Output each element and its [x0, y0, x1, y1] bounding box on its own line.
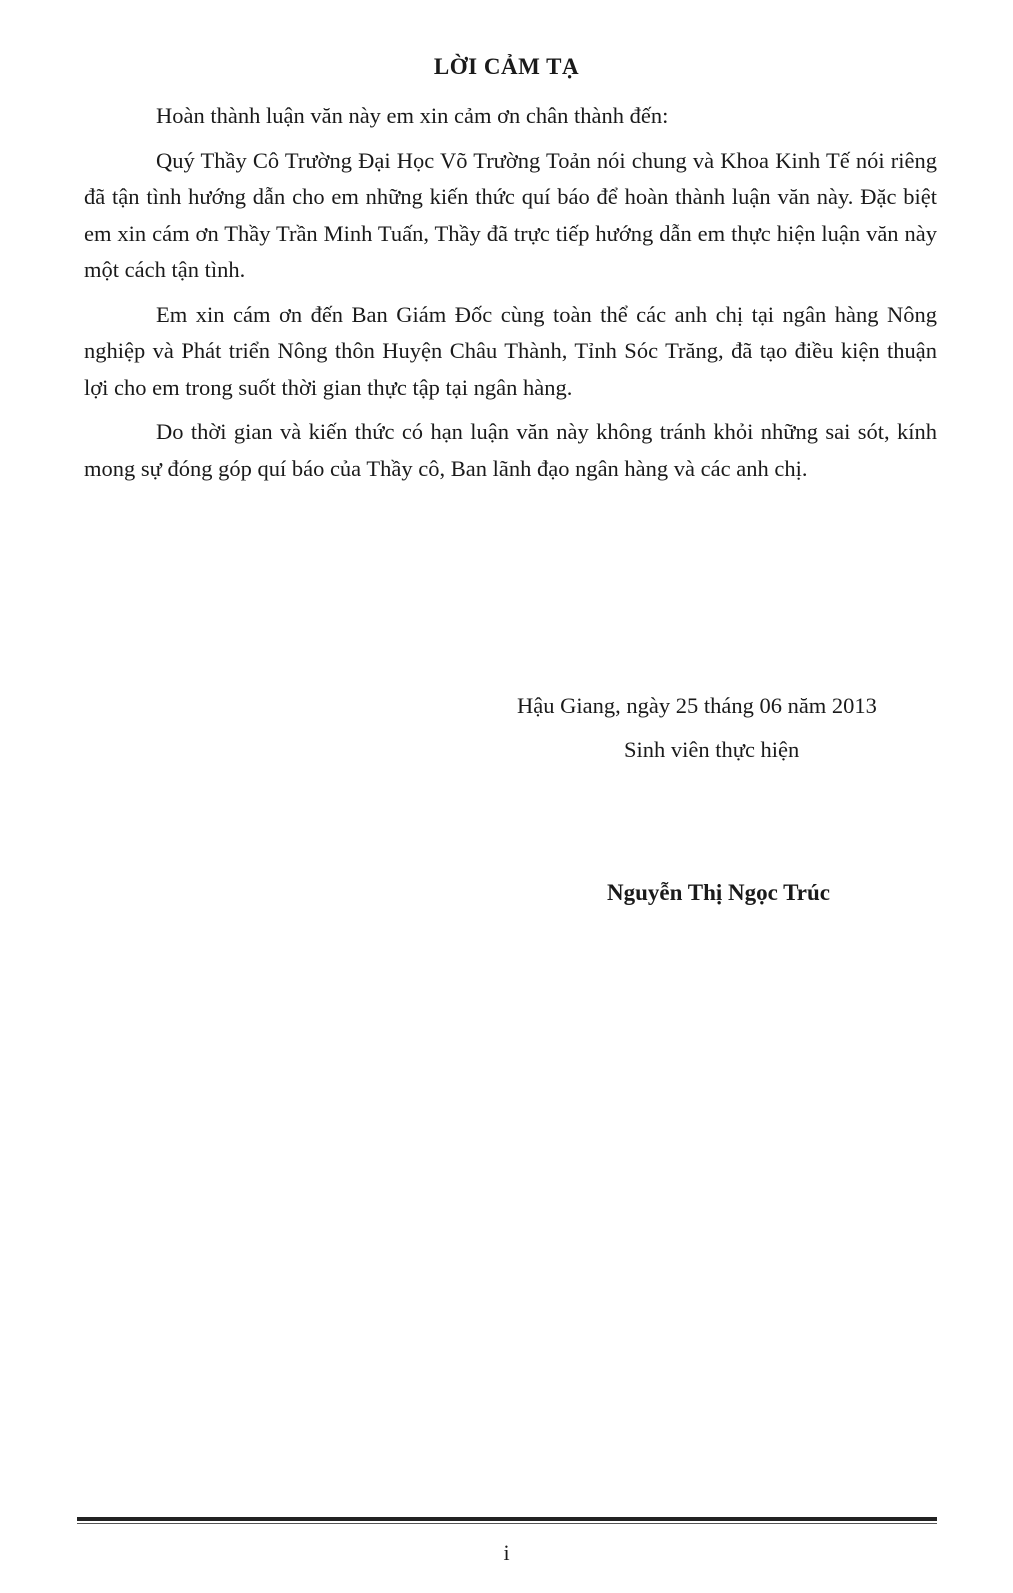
- signer-role: Sinh viên thực hiện: [624, 737, 800, 762]
- paragraph-intro: Hoàn thành luận văn này em xin cảm ơn chân thành đến:: [156, 103, 669, 128]
- page-title: LỜI CẢM TẠ: [433, 54, 580, 79]
- footer-rule: [77, 1517, 937, 1521]
- paragraph-teachers: Quý Thầy Cô Trường Đại Học Võ Trường Toản nói chung và Khoa Kinh Tế nói riêng đã tận tình hướng dẫn cho em những kiến thức quí báo để hoàn thành luận văn này. Đặc biệt em xin cám ơn Thầy Trần Minh Tuấn, Thầy đã trực tiếp hướng dẫn em thực hiện luận văn này một cách tận tình.: [84, 147, 937, 282]
- acknowledgement-body: [84, 98, 937, 495]
- place-and-date: Hậu Giang, ngày 25 tháng 06 năm 2013: [517, 693, 877, 718]
- paragraph-bank: Em xin cám ơn đến Ban Giám Đốc cùng toàn thể các anh chị tại ngân hàng Nông nghiệp và Phát triển Nông thôn Huyện Châu Thành, Tỉnh Sóc Trăng, đã tạo điều kiện thuận lợi cho em trong suốt thời gian thực tập tại ngân hàng.: [84, 301, 937, 400]
- page-number: i: [503, 1540, 510, 1565]
- signer-name: Nguyễn Thị Ngọc Trúc: [607, 880, 831, 905]
- paragraph-closing: Do thời gian và kiến thức có hạn luận văn này không tránh khỏi những sai sót, kính mong sự đóng góp quí báo của Thầy cô, Ban lãnh đạo ngân hàng và các anh chị.: [84, 419, 937, 481]
- footer-rule-thin: [77, 1523, 937, 1524]
